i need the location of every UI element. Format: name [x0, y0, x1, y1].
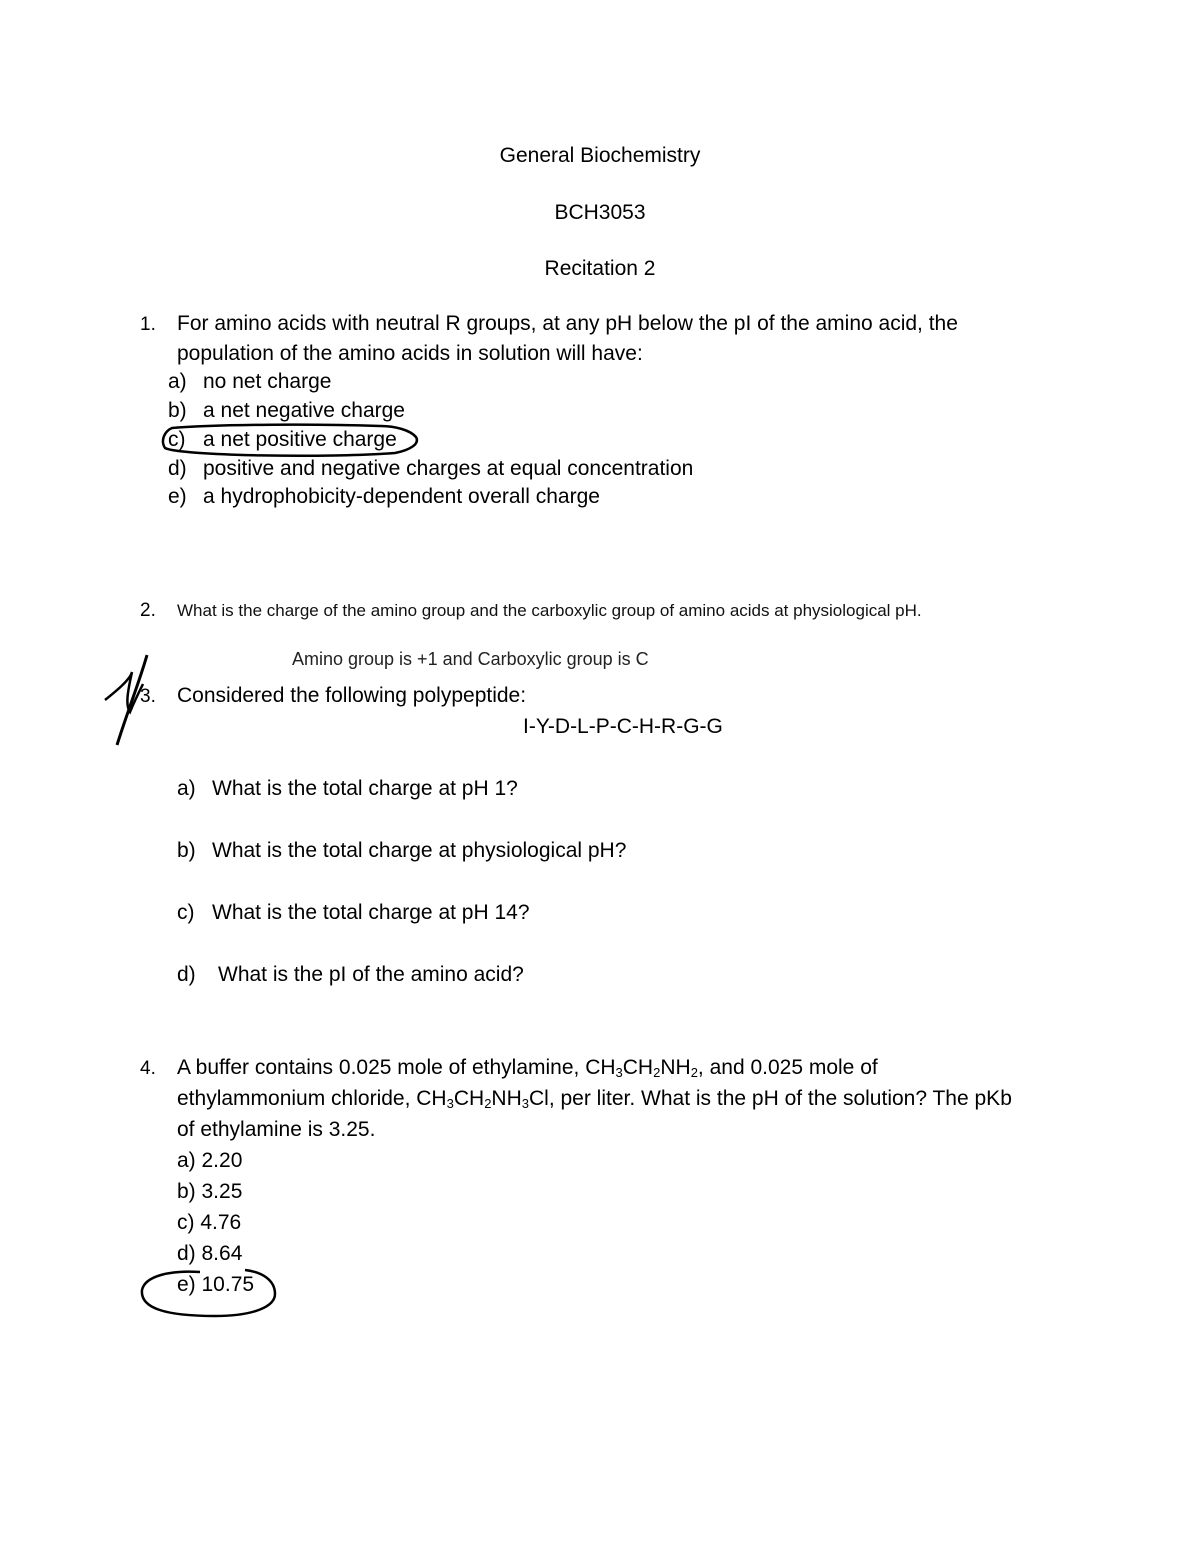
q4-option-a: a) 2.20 [177, 1149, 243, 1172]
q1-option-b-text: a net negative charge [203, 399, 405, 422]
q3-part-d-text: What is the pI of the amino acid? [218, 963, 524, 986]
question-2-answer: Amino group is +1 and Carboxylic group is C [292, 649, 649, 669]
q1-option-e-letter: e) [168, 485, 187, 508]
q1-option-e-text: a hydrophobicity-dependent overall charge [203, 485, 600, 508]
q3-part-c-text: What is the total charge at pH 14? [212, 901, 530, 924]
question-3-number: 3. [140, 686, 156, 707]
q3-part-b-letter: b) [177, 839, 196, 862]
polypeptide-sequence: I-Y-D-L-P-C-H-R-G-G [523, 715, 723, 738]
q1-option-b-letter: b) [168, 399, 187, 422]
question-4-line1: A buffer contains 0.025 mole of ethylamine, $CH_3CH_2NH_2$, and 0.025 mole of [177, 1056, 878, 1080]
q1-option-d-letter: d) [168, 457, 187, 480]
q4-option-c: c) 4.76 [177, 1211, 242, 1234]
q1-option-c-letter: c) [168, 428, 186, 451]
question-3-text: Considered the following polypeptide: [177, 684, 527, 707]
q3-part-a-letter: a) [177, 777, 196, 800]
q1-option-d-text: positive and negative charges at equal concentration [203, 457, 694, 480]
q4-option-d: d) 8.64 [177, 1242, 243, 1265]
question-1-number: 1. [140, 314, 156, 335]
question-4-number: 4. [140, 1058, 156, 1079]
q3-part-d-letter: d) [177, 963, 196, 986]
question-2-text: What is the charge of the amino group and the carboxylic group of amino acids at physiological pH. [177, 601, 922, 620]
question-4-line3: of ethylamine is 3.25. [177, 1118, 376, 1141]
q3-part-a-text: What is the total charge at pH 1? [212, 777, 518, 800]
q3-part-b-text: What is the total charge at physiological pH? [212, 839, 627, 862]
question-4-line2: ethylammonium chloride, $CH_3CH_2NH_3Cl$, per liter. What is the pH of the solution? The pKb [177, 1087, 1012, 1111]
q3-part-c-letter: c) [177, 901, 195, 924]
course-name: General Biochemistry [499, 144, 701, 167]
q1-option-a-text: no net charge [203, 370, 332, 393]
question-1-text-line1: For amino acids with neutral R groups, at any pH below the pI of the amino acid, the [177, 312, 958, 335]
recitation-title: Recitation 2 [544, 257, 656, 280]
question-2-number: 2. [140, 600, 156, 621]
question-1-text-line2: population of the amino acids in solution will have: [177, 342, 643, 365]
q1-option-a-letter: a) [168, 370, 187, 393]
q4-option-b: b) 3.25 [177, 1180, 243, 1203]
course-code: BCH3053 [554, 201, 646, 224]
q4-option-e: e) 10.75 [177, 1273, 255, 1296]
q1-option-c-text: a net positive charge [203, 428, 397, 451]
